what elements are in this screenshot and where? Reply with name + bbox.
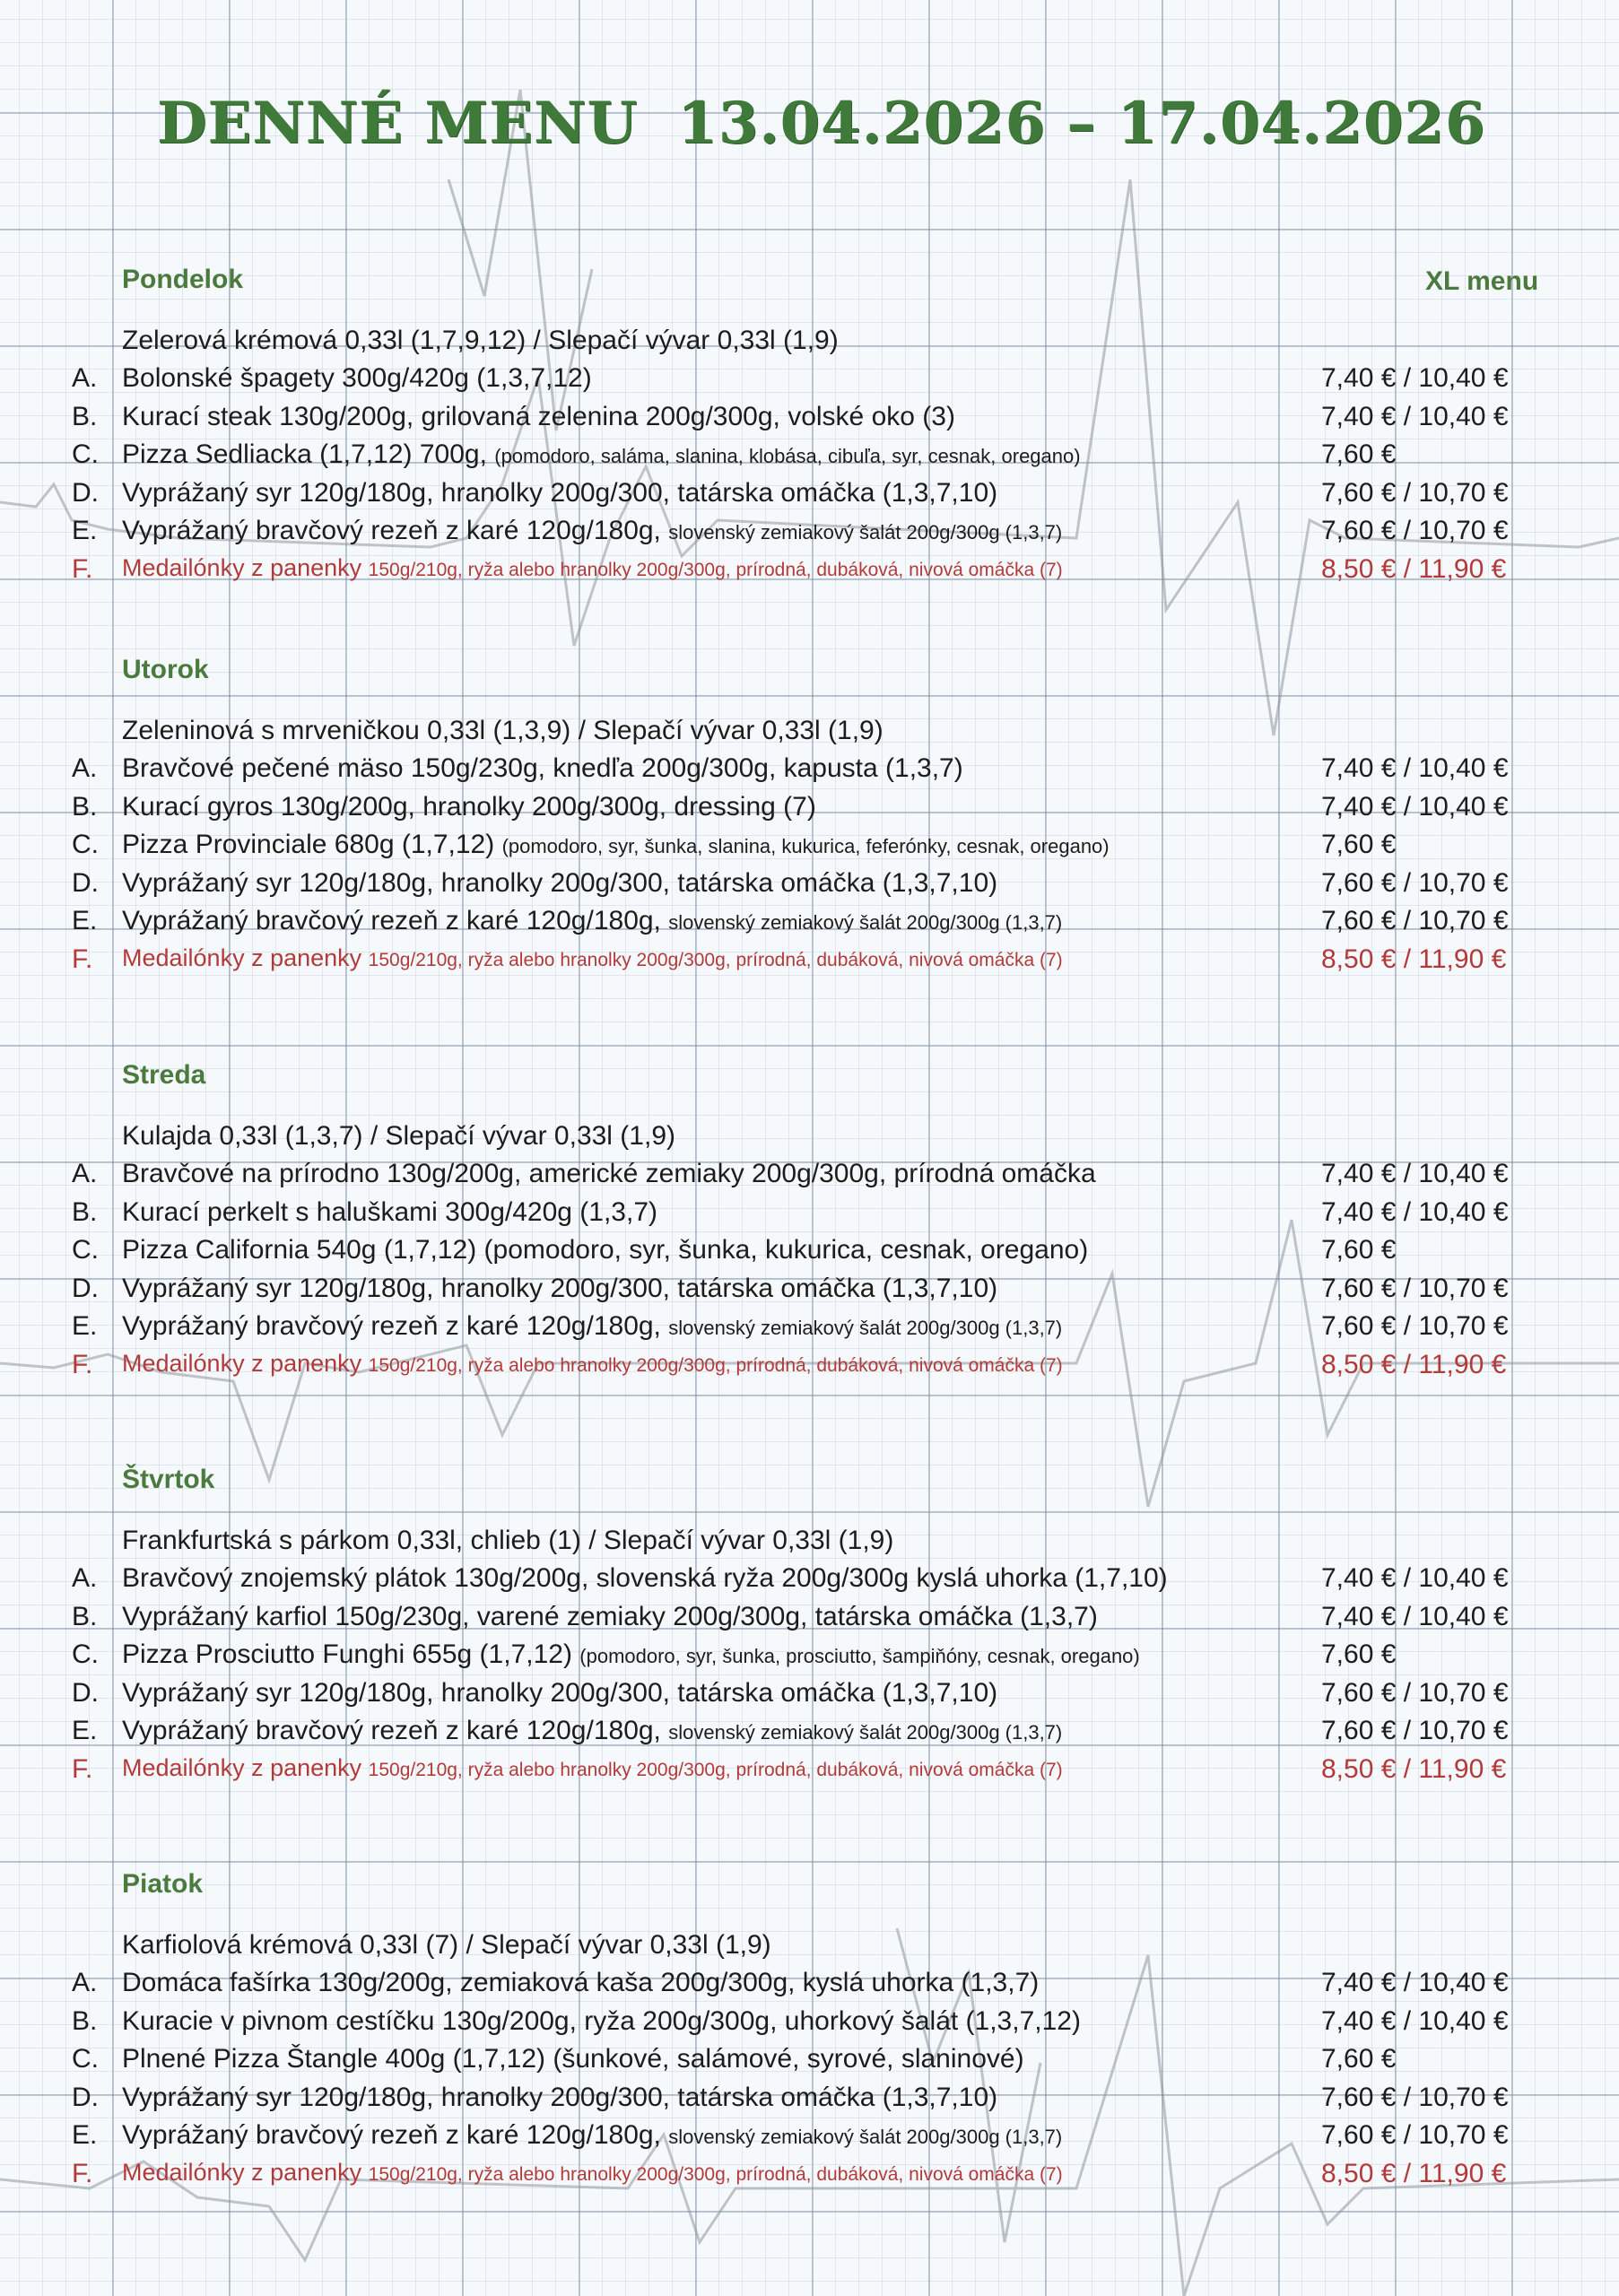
menu-item-row — [0, 1311, 1619, 1349]
item-main-text: Kurací perkelt s haluškami 300g/420g (1,3,7) — [122, 1196, 657, 1227]
menu-item-row — [0, 1716, 1619, 1753]
item-price: 8,50 € / 11,90 € — [1321, 1753, 1507, 1784]
item-letter: D. — [72, 867, 99, 898]
item-price: 7,60 € — [1321, 1639, 1397, 1669]
item-description — [122, 868, 997, 899]
item-price: 7,40 € / 10,40 € — [1321, 2005, 1509, 2036]
item-main-text: Bravčový znojemský plátok 130g/200g, slovenská ryža 200g/300g kyslá uhorka (1,7,10) — [122, 1563, 1168, 1593]
item-letter: F. — [72, 1349, 93, 1379]
item-main-text: Domáca fašírka 130g/200g, zemiaková kaša 200g/300g, kyslá uhorka (1,3,7) — [122, 1968, 1040, 1997]
item-letter: C. — [72, 1235, 99, 1265]
item-letter: F. — [72, 2158, 93, 2188]
item-main-text: Vyprážaný syr 120g/180g, hranolky 200g/300, tatárska omáčka (1,3,7,10) — [122, 2082, 998, 2112]
item-price: 7,60 € / 10,70 € — [1321, 2082, 1509, 2112]
item-main-text: Pizza Provinciale 680g (1,7,12) — [122, 830, 502, 859]
item-letter: A. — [72, 1968, 98, 1997]
menu-item-row — [0, 516, 1619, 553]
item-detail-text: slovenský zemiakový šalát 200g/300g (1,3,7) — [668, 911, 1063, 934]
day-heading: Utorok — [122, 655, 209, 684]
item-letter: D. — [72, 2082, 99, 2112]
item-description — [122, 2044, 1024, 2074]
item-description — [122, 1639, 1140, 1670]
soup-row — [0, 326, 1619, 363]
menu-item-row — [0, 1968, 1619, 2005]
soup-text: Kulajda 0,33l (1,3,7) / Slepačí vývar 0,33l (1,9) — [122, 1121, 675, 1151]
item-main-text: Kurací gyros 130g/200g, hranolky 200g/300g, dressing (7) — [122, 791, 816, 822]
item-description — [122, 402, 955, 432]
item-price: 7,60 € / 10,70 € — [1321, 1677, 1509, 1708]
item-price: 7,60 € / 10,70 € — [1321, 867, 1509, 898]
soup-row — [0, 716, 1619, 753]
menu-item-row — [0, 1639, 1619, 1677]
item-letter: B. — [72, 1196, 98, 1227]
menu-item-row — [0, 2159, 1619, 2196]
menu-item-row — [0, 753, 1619, 791]
item-description — [122, 478, 997, 509]
item-main-text: Pizza Sedliacka (1,7,12) 700g, — [122, 439, 495, 469]
soup-text: Frankfurtská s párkom 0,33l, chlieb (1) / Slepačí vývar 0,33l (1,9) — [122, 1526, 894, 1555]
item-description — [122, 2006, 1081, 2037]
item-price: 7,60 € — [1321, 1235, 1397, 1265]
item-detail-text: 150g/210g, ryža alebo hranolky 200g/300g, prírodná, dubáková, nivová omáčka (7) — [368, 2163, 1063, 2185]
item-main-text: Medailónky z panenky — [122, 1753, 369, 1781]
item-description — [122, 516, 1062, 546]
item-main-text: Pizza Prosciutto Funghi 655g (1,7,12) — [122, 1639, 580, 1669]
item-main-text: Kuracie v pivnom cestíčku 130g/200g, ryža 200g/300g, uhorkový šalát (1,3,7,12) — [122, 2005, 1081, 2036]
menu-item-row — [0, 792, 1619, 830]
item-detail-text: slovenský zemiakový šalát 200g/300g (1,3,7) — [668, 1317, 1063, 1339]
day-heading: Piatok — [122, 1869, 204, 1899]
item-letter: C. — [72, 2044, 99, 2074]
item-letter: E. — [72, 1716, 98, 1745]
menu-item-row — [0, 944, 1619, 982]
item-description — [122, 792, 816, 822]
item-price: 7,60 € / 10,70 € — [1321, 477, 1509, 508]
item-detail-text: 150g/210g, ryža alebo hranolky 200g/300g, prírodná, dubáková, nivová omáčka (7) — [368, 559, 1063, 580]
menu-item-row — [0, 1678, 1619, 1716]
item-price: 7,40 € / 10,40 € — [1321, 753, 1509, 783]
item-letter: B. — [72, 1601, 98, 1631]
menu-item-row — [0, 1563, 1619, 1601]
item-letter: D. — [72, 1677, 99, 1708]
menu-item-row — [0, 830, 1619, 867]
item-price: 7,40 € / 10,40 € — [1321, 791, 1509, 822]
item-letter: A. — [72, 1159, 98, 1188]
item-detail-text: slovenský zemiakový šalát 200g/300g (1,3,7) — [668, 1721, 1063, 1744]
item-main-text: Vyprážaný syr 120g/180g, hranolky 200g/300, tatárska omáčka (1,3,7,10) — [122, 1273, 998, 1303]
item-letter: C. — [72, 1639, 99, 1669]
menu-item-row — [0, 2083, 1619, 2120]
item-letter: A. — [72, 753, 98, 783]
item-letter: E. — [72, 516, 98, 545]
item-price: 7,60 € / 10,70 € — [1321, 1273, 1509, 1303]
item-description — [122, 1716, 1062, 1746]
item-main-text: Plnené Pizza Štangle 400g (1,7,12) (šunkové, salámové, syrové, slaninové) — [122, 2044, 1024, 2074]
item-price: 7,40 € / 10,40 € — [1321, 401, 1509, 431]
item-letter: C. — [72, 830, 99, 859]
item-price: 7,40 € / 10,40 € — [1321, 363, 1509, 393]
item-price: 8,50 € / 11,90 € — [1321, 1349, 1507, 1379]
menu-item-row — [0, 363, 1619, 401]
item-detail-text: (pomodoro, syr, šunka, prosciutto, šampiňóny, cesnak, oregano) — [579, 1645, 1140, 1667]
soup-text: Zeleninová s mrveničkou 0,33l (1,3,9) / Slepačí vývar 0,33l (1,9) — [122, 716, 883, 745]
item-letter: F. — [72, 944, 93, 974]
item-price: 8,50 € / 11,90 € — [1321, 553, 1507, 584]
menu-title — [157, 90, 1502, 157]
title-left: DENNÉ MENU — [157, 90, 639, 157]
item-price: 8,50 € / 11,90 € — [1321, 944, 1507, 974]
menu-item-row — [0, 2044, 1619, 2082]
menu-item-row — [0, 1235, 1619, 1273]
item-letter: D. — [72, 1273, 99, 1303]
item-description — [122, 1197, 657, 1228]
item-description — [122, 906, 1062, 936]
soup-row — [0, 1526, 1619, 1563]
item-description — [122, 363, 592, 394]
item-description — [122, 1350, 1063, 1378]
menu-item-row — [0, 478, 1619, 516]
item-main-text: Vyprážaný bravčový rezeň z karé 120g/180g, — [122, 1716, 669, 1745]
item-price: 7,40 € / 10,40 € — [1321, 1563, 1509, 1593]
item-letter: E. — [72, 2120, 98, 2150]
soup-text: Karfiolová krémová 0,33l (7) / Slepačí vývar 0,33l (1,9) — [122, 1930, 771, 1960]
item-price: 7,40 € / 10,40 € — [1321, 1601, 1509, 1631]
soup-row — [0, 1930, 1619, 1968]
item-description — [122, 554, 1063, 582]
item-description — [122, 1159, 1096, 1189]
menu-item-row — [0, 439, 1619, 477]
item-letter: B. — [72, 791, 98, 822]
menu-item-row — [0, 1274, 1619, 1311]
item-main-text: Vyprážaný bravčový rezeň z karé 120g/180g, — [122, 516, 669, 545]
item-price: 7,60 € / 10,70 € — [1321, 1716, 1509, 1745]
item-price: 7,60 € — [1321, 439, 1397, 469]
item-main-text: Vyprážaný syr 120g/180g, hranolky 200g/300, tatárska omáčka (1,3,7,10) — [122, 1677, 998, 1708]
day-heading: Streda — [122, 1060, 206, 1090]
item-main-text: Vyprážaný bravčový rezeň z karé 120g/180g, — [122, 1311, 669, 1341]
item-price: 7,60 € / 10,70 € — [1321, 2120, 1509, 2150]
soup-row — [0, 1121, 1619, 1159]
item-main-text: Vyprážaný bravčový rezeň z karé 120g/180g, — [122, 2120, 669, 2150]
item-description — [122, 1602, 1098, 1632]
item-description — [122, 2120, 1062, 2151]
item-description — [122, 439, 1081, 470]
item-main-text: Bravčové pečené mäso 150g/230g, knedľa 200g/300g, kapusta (1,3,7) — [122, 753, 963, 783]
item-price: 7,40 € / 10,40 € — [1321, 1159, 1509, 1188]
item-letter: C. — [72, 439, 99, 469]
item-detail-text: (pomodoro, syr, šunka, slanina, kukurica, feferónky, cesnak, oregano) — [501, 835, 1110, 857]
item-price: 7,60 € / 10,70 € — [1321, 1311, 1509, 1341]
item-price: 7,40 € / 10,40 € — [1321, 1968, 1509, 1997]
item-letter: F. — [72, 553, 93, 584]
item-main-text: Bolonské špagety 300g/420g (1,3,7,12) — [122, 363, 592, 393]
day-heading: Pondelok — [122, 265, 244, 294]
item-description — [122, 1311, 1062, 1342]
menu-item-row — [0, 554, 1619, 592]
item-description — [122, 1678, 997, 1709]
title-date-range: 13.04.2026 – 17.04.2026 — [677, 90, 1486, 157]
item-main-text: Vyprážaný bravčový rezeň z karé 120g/180g, — [122, 906, 669, 935]
menu-item-row — [0, 1197, 1619, 1235]
item-description — [122, 830, 1110, 860]
item-main-text: Kurací steak 130g/200g, grilovaná zelenina 200g/300g, volské oko (3) — [122, 401, 955, 431]
item-description — [122, 1563, 1168, 1594]
item-description — [122, 1274, 997, 1304]
item-detail-text: 150g/210g, ryža alebo hranolky 200g/300g, prírodná, dubáková, nivová omáčka (7) — [368, 1759, 1063, 1780]
menu-item-row — [0, 1754, 1619, 1792]
item-detail-text: (pomodoro, saláma, slanina, klobása, cibuľa, syr, cesnak, oregano) — [494, 445, 1081, 467]
item-detail-text: slovenský zemiakový šalát 200g/300g (1,3,7) — [668, 2126, 1063, 2148]
item-main-text: Medailónky z panenky — [122, 944, 369, 971]
menu-item-row — [0, 1350, 1619, 1387]
item-price: 7,60 € / 10,70 € — [1321, 516, 1509, 545]
item-price: 7,60 € — [1321, 2044, 1397, 2074]
soup-text: Zelerová krémová 0,33l (1,7,9,12) / Slepačí vývar 0,33l (1,9) — [122, 326, 839, 355]
item-detail-text: 150g/210g, ryža alebo hranolky 200g/300g, prírodná, dubáková, nivová omáčka (7) — [368, 949, 1063, 970]
item-main-text: Medailónky z panenky — [122, 553, 369, 581]
item-price: 8,50 € / 11,90 € — [1321, 2158, 1507, 2188]
item-main-text: Pizza California 540g (1,7,12) (pomodoro, syr, šunka, kukurica, cesnak, oregano) — [122, 1235, 1089, 1265]
xl-menu-header: XL menu — [1425, 266, 1539, 296]
item-letter: E. — [72, 1311, 98, 1341]
item-main-text: Bravčové na prírodno 130g/200g, americké zemiaky 200g/300g, prírodná omáčka — [122, 1159, 1096, 1188]
item-price: 7,60 € — [1321, 830, 1397, 859]
menu-item-row — [0, 402, 1619, 439]
item-price: 7,60 € / 10,70 € — [1321, 906, 1509, 935]
item-main-text: Medailónky z panenky — [122, 1349, 369, 1377]
item-detail-text: 150g/210g, ryža alebo hranolky 200g/300g, prírodná, dubáková, nivová omáčka (7) — [368, 1354, 1063, 1376]
item-price: 7,40 € / 10,40 € — [1321, 1196, 1509, 1227]
item-description — [122, 2159, 1063, 2187]
item-main-text: Vyprážaný syr 120g/180g, hranolky 200g/300, tatárska omáčka (1,3,7,10) — [122, 477, 998, 508]
day-heading: Štvrtok — [122, 1465, 215, 1494]
menu-item-row — [0, 1602, 1619, 1639]
item-letter: A. — [72, 363, 98, 393]
item-description — [122, 1968, 1039, 1998]
item-letter: B. — [72, 2005, 98, 2036]
menu-item-row — [0, 906, 1619, 944]
menu-item-row — [0, 868, 1619, 906]
item-main-text: Medailónky z panenky — [122, 2158, 369, 2186]
item-description — [122, 1754, 1063, 1782]
item-detail-text: slovenský zemiakový šalát 200g/300g (1,3,7) — [668, 521, 1063, 544]
item-description — [122, 2083, 997, 2113]
item-letter: A. — [72, 1563, 98, 1593]
item-description — [122, 944, 1063, 972]
item-letter: B. — [72, 401, 98, 431]
menu-item-row — [0, 2006, 1619, 2044]
item-letter: D. — [72, 477, 99, 508]
menu-item-row — [0, 2120, 1619, 2158]
item-main-text: Vyprážaný karfiol 150g/230g, varené zemiaky 200g/300g, tatárska omáčka (1,3,7) — [122, 1601, 1098, 1631]
item-description — [122, 753, 963, 784]
menu-item-row — [0, 1159, 1619, 1196]
item-description — [122, 1235, 1088, 1265]
item-letter: F. — [72, 1753, 93, 1784]
item-letter: E. — [72, 906, 98, 935]
item-main-text: Vyprážaný syr 120g/180g, hranolky 200g/300, tatárska omáčka (1,3,7,10) — [122, 867, 998, 898]
